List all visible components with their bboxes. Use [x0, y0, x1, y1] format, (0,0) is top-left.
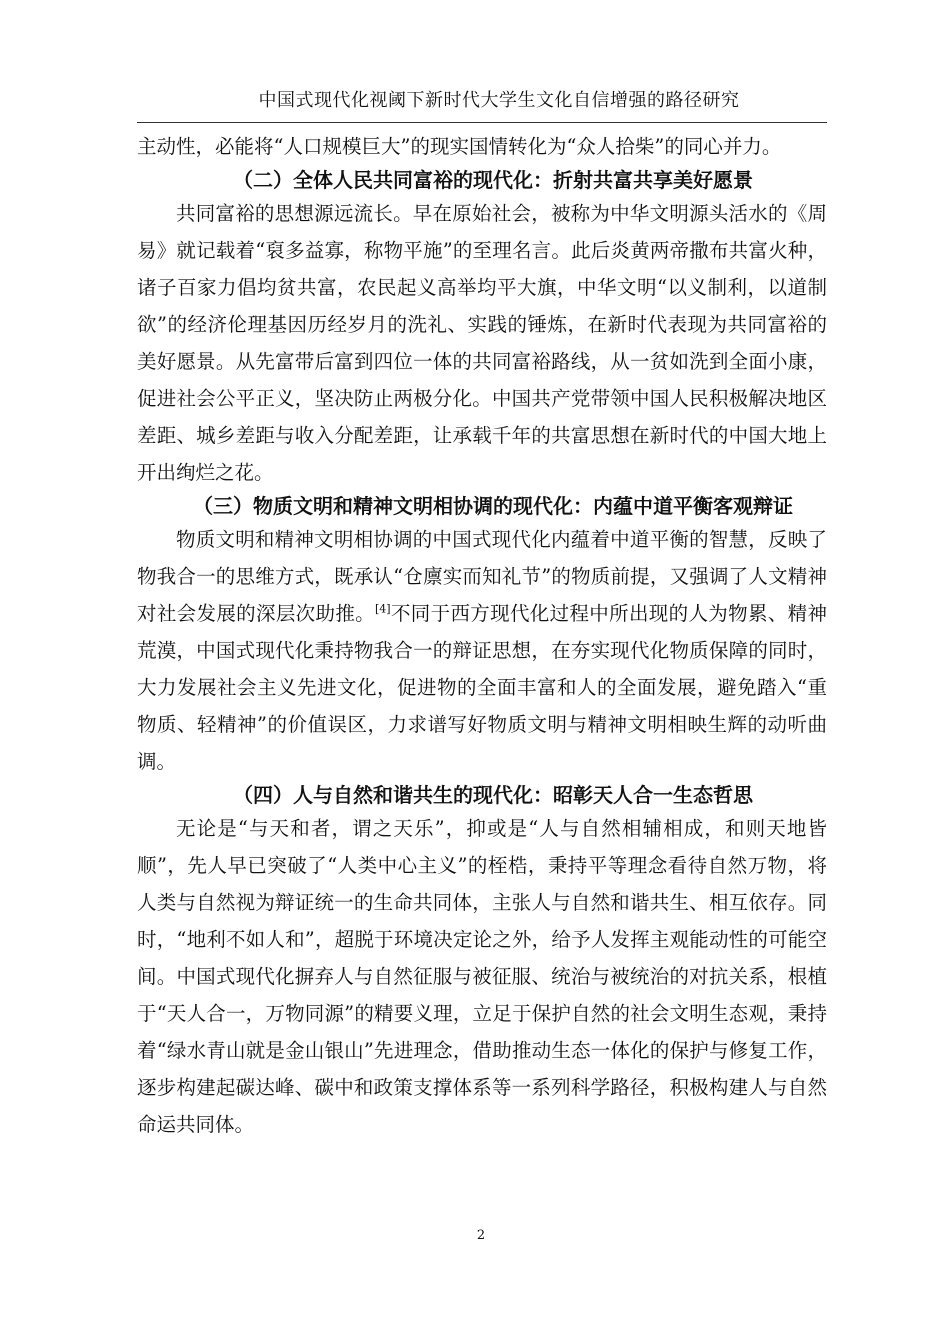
section-heading-harmony-nature: （四）人与自然和谐共生的现代化：昭彰天人合一生态哲思 — [233, 783, 753, 807]
paragraph-material-spiritual — [137, 521, 827, 780]
page-body — [137, 128, 827, 1143]
paragraph-harmony-nature: 无论是“与天和者，谓之天乐”，抑或是“人与自然相辅相成，和则天地皆顺”，先人早已突破了“人类中心主义”的桎梏，秉持平等理念看待自然万物，将人类与自然视为辩证统一的生命共同体，主张人与自然和谐共生、相互依存。同时，“地利不如人和”，超脱于环境决定论之外，给予人发挥主观能动性的可能空间。中国式现代化摒弃人与自然征服与被征服、统治与被统治的对抗关系，根植于“天人合一，万物同源”的精要义理，立足于保护自然的社会文明生态观，秉持着“绿水青山就是金山银山”先进理念，借助推动生态一体化的保护与修复工作，逐步构建起碳达峰、碳中和政策支撑体系等一系列科学路径，积极构建人与自然命运共同体。 — [137, 817, 827, 1136]
section-heading-common-prosperity: （二）全体人民共同富裕的现代化：折射共富共享美好愿景 — [233, 168, 753, 192]
header-divider — [137, 122, 827, 123]
page-number: 2 — [476, 1228, 486, 1243]
paragraph-common-prosperity: 共同富裕的思想源远流长。早在原始社会，被称为中华文明源头活水的《周易》就记载着“裒多益寡，称物平施”的至理名言。此后炎黄两帝撒布共富火种，诸子百家力倡均贫共富，农民起义高举均平大旗，中华文明“以义制利，以道制欲”的经济伦理基因历经岁月的洗礼、实践的锤炼，在新时代表现为共同富裕的美好愿景。从先富带后富到四位一体的共同富裕路线，从一贫如洗到全面小康，促进社会公平正义，坚决防止两极分化。中国共产党带领中国人民积极解决地区差距、城乡差距与收入分配差距，让承载千年的共富思想在新时代的中国大地上开出绚烂之花。 — [137, 202, 827, 484]
running-header-title: 中国式现代化视阈下新时代大学生文化自信增强的路径研究 — [258, 90, 740, 111]
citation-reference[interactable]: [4] — [375, 602, 391, 616]
continuation-paragraph: 主动性，必能将“人口规模巨大”的现实国情转化为“众人拾柴”的同心并力。 — [137, 135, 782, 158]
paragraph-material-spiritual-part2: 不同于西方现代化过程中所出现的人为物累、精神荒漠，中国式现代化秉持物我合一的辩证思想，在夯实现代化物质保障的同时，大力发展社会主义先进文化，促进物的全面丰富和人的全面发展，避免踏入“重物质、轻精神”的价值误区，力求谱写好物质文明与精神文明相映生辉的动听曲调。 — [137, 602, 827, 773]
section-heading-material-spiritual: （三）物质文明和精神文明相协调的现代化：内蕴中道平衡客观辩证 — [193, 494, 793, 518]
running-header — [0, 88, 950, 114]
paragraph-material-spiritual-part1: 物质文明和精神文明相协调的中国式现代化内蕴着中道平衡的智慧，反映了物我合一的思维方式，既承认“仓廪实而知礼节”的物质前提，又强调了人文精神对社会发展的深层次助推。 — [137, 528, 827, 625]
